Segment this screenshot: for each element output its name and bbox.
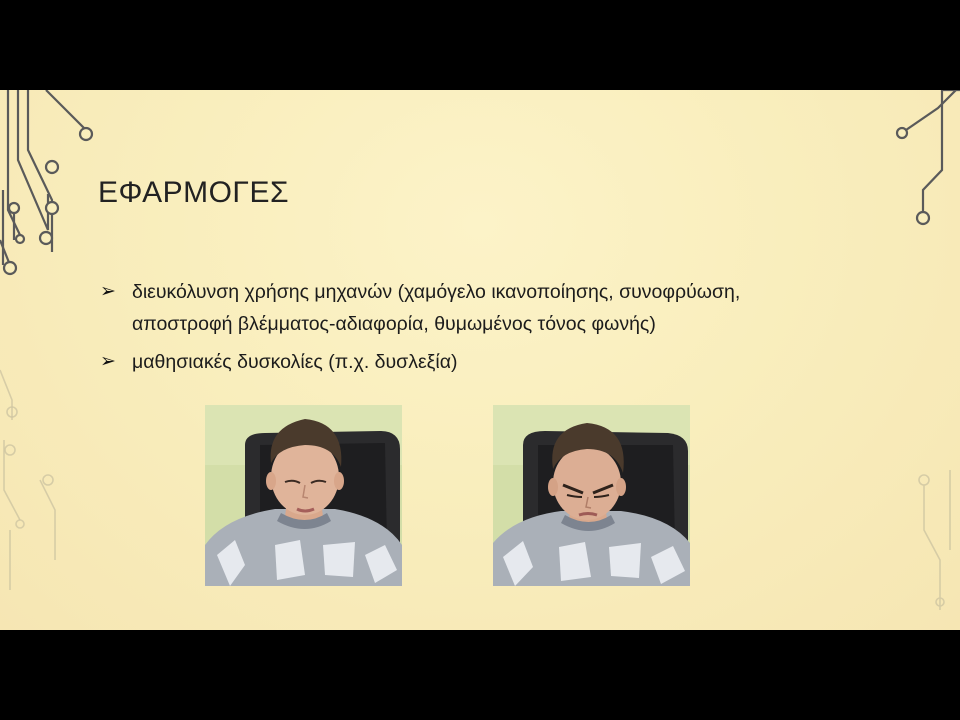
boy-frowning-expression-photo xyxy=(493,405,690,586)
circuit-decoration-left-icon xyxy=(0,90,110,630)
bullet-text-line: μαθησιακές δυσκολίες (π.χ. δυσλεξία) xyxy=(132,351,458,373)
arrow-bullet-icon: ➢ xyxy=(100,351,116,372)
boy-neutral-expression-photo xyxy=(205,405,402,586)
circuit-decoration-right-icon xyxy=(880,90,960,630)
bullet-text-line: διευκόλυνση χρήσης μηχανών (χαμόγελο ικανοποίησης, συνοφρύωση, xyxy=(132,281,741,303)
slide xyxy=(0,90,960,630)
bullet-text-line: αποστροφή βλέμματος-αδιαφορία, θυμωμένος τόνος φωνής) xyxy=(132,313,656,335)
bullet-list xyxy=(100,276,860,384)
slide-title: ΕΦΑΡΜΟΓΕΣ xyxy=(98,176,290,209)
arrow-bullet-icon: ➢ xyxy=(100,281,116,302)
bullet-item xyxy=(100,276,860,340)
bullet-item xyxy=(100,346,860,378)
